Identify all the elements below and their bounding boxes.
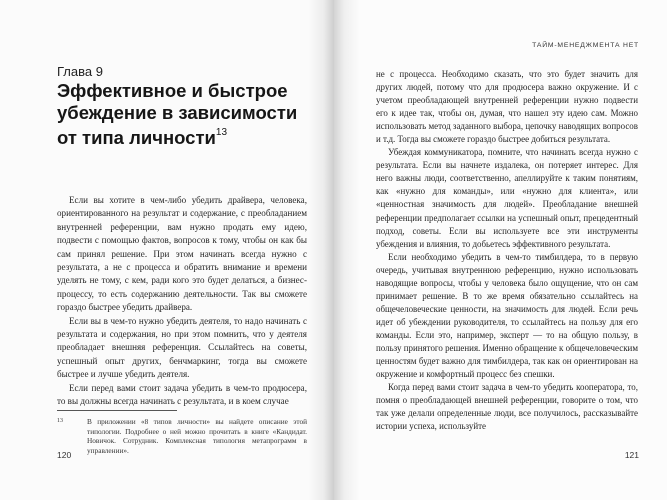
paragraph: Если вы в чем-то нужно убедить деятеля, то надо начинать с результата и содержания, но при этом помнить, что у деятеля преобладает внешняя референция. Ссылайтесь на советы, успешный опыт других, бенчмаркинг, тогда вы сможете быстрее и лучше убедить деятеля. bbox=[57, 315, 307, 380]
chapter-label: Глава 9 bbox=[57, 64, 103, 79]
right-body-text bbox=[376, 68, 638, 433]
page-number-left: 120 bbox=[57, 450, 72, 460]
footnote-reference[interactable]: 13 bbox=[215, 127, 228, 138]
right-page bbox=[334, 0, 667, 500]
footnote bbox=[57, 417, 307, 455]
chapter-title bbox=[57, 80, 307, 149]
footnote-number: 13 bbox=[57, 418, 63, 424]
page-number-right: 121 bbox=[624, 450, 639, 460]
left-body-text bbox=[57, 194, 307, 409]
paragraph: Когда перед вами стоит задача в чем-то убедить кооператора, то, помня о преобладающей внешней референции, говорите о том, что так уже делали определенные люди, все получилось, рассказывайте истории успеха, используйте bbox=[376, 382, 638, 432]
chapter-title-text: Эффективное и быстрое убеждение в зависимости от типа личности bbox=[57, 80, 298, 149]
page-gutter-shadow bbox=[308, 0, 334, 500]
paragraph: Убеждая коммуникатора, помните, что начинать всегда нужно с результата. Если вы начнете издалека, он потеряет интерес. Для него важны люди, соответственно, апеллируйте к таким понятиям, как «нужно для команды», или «нужно для клиента», или «ценностная значимость для людей». Преобладание внешней референции предполагает ссылки на успешный опыт, прецедентный подход, советы. Если вы используете все эти инструменты убеждения и влияния, то добьетесь эффективного результата. bbox=[376, 147, 638, 249]
footnote-text: В приложении «8 типов личности» вы найдете описание этой типологии. Подробнее о ней можно прочитать в книге «Кандидат. Новичок. Сотрудник. Комплексная типология метапрограмм в управлении». bbox=[87, 417, 307, 455]
page-gutter-shadow bbox=[334, 0, 360, 500]
paragraph: Если перед вами стоит задача убедить в чем-то продюсера, то вы должны всегда начинать с результата, и в коем случае bbox=[57, 382, 307, 407]
paragraph: Если вы хотите в чем-либо убедить драйвера, человека, ориентированного на результат и содержание, с преобладанием внутренней референции, вам нужно продать ему идею, подвести с помощью фактов, вопросов к тому, чтобы он как бы сам принял решение. При этом начинать всегда нужно с результата, а не с процесса и обратить внимание и времени уделять не тому, с кем, ради кого это будет делаться, а бизнес-процессу, то есть содержанию деятельности. Так вы сможете гораздо быстрее убедить драйвера. bbox=[57, 195, 307, 313]
paragraph: не с процесса. Необходимо сказать, что это будет значить для других людей, потому что для продюсера важно окружение. И с учетом преобладающей внутренней референции нужно подвести его к идее так, чтобы он, думая, что нашел эту идею сам. Можно использовать метод заданного выбора, цепочку наводящих вопросов и т.д. Тогда вы сможете гораздо быстрее добиться результата. bbox=[376, 69, 638, 145]
running-header: ТАЙМ-МЕНЕДЖМЕНТА НЕТ bbox=[532, 42, 639, 49]
paragraph: Если необходимо убедить в чем-то тимбилдера, то в первую очередь, учитывая внутреннюю референцию, нужно использовать наводящие вопросы, чтобы у человека было ощущение, что он сам принимает решение. В то же время обязательно ссылайтесь на общечеловеческие ценности, на значимость для людей. Если речь идет об убеждении руководителя, то ссылайтесь на пользу для его команды. Если это, например, эксперт — то на общую пользу, в пользу принятого решения. Именно обращение к общечеловеческим ценностям будет важно для тимбилдера, так как он ориентирован на окружение и комфортный процесс без спешки. bbox=[376, 251, 638, 380]
footnote-divider bbox=[57, 410, 177, 411]
